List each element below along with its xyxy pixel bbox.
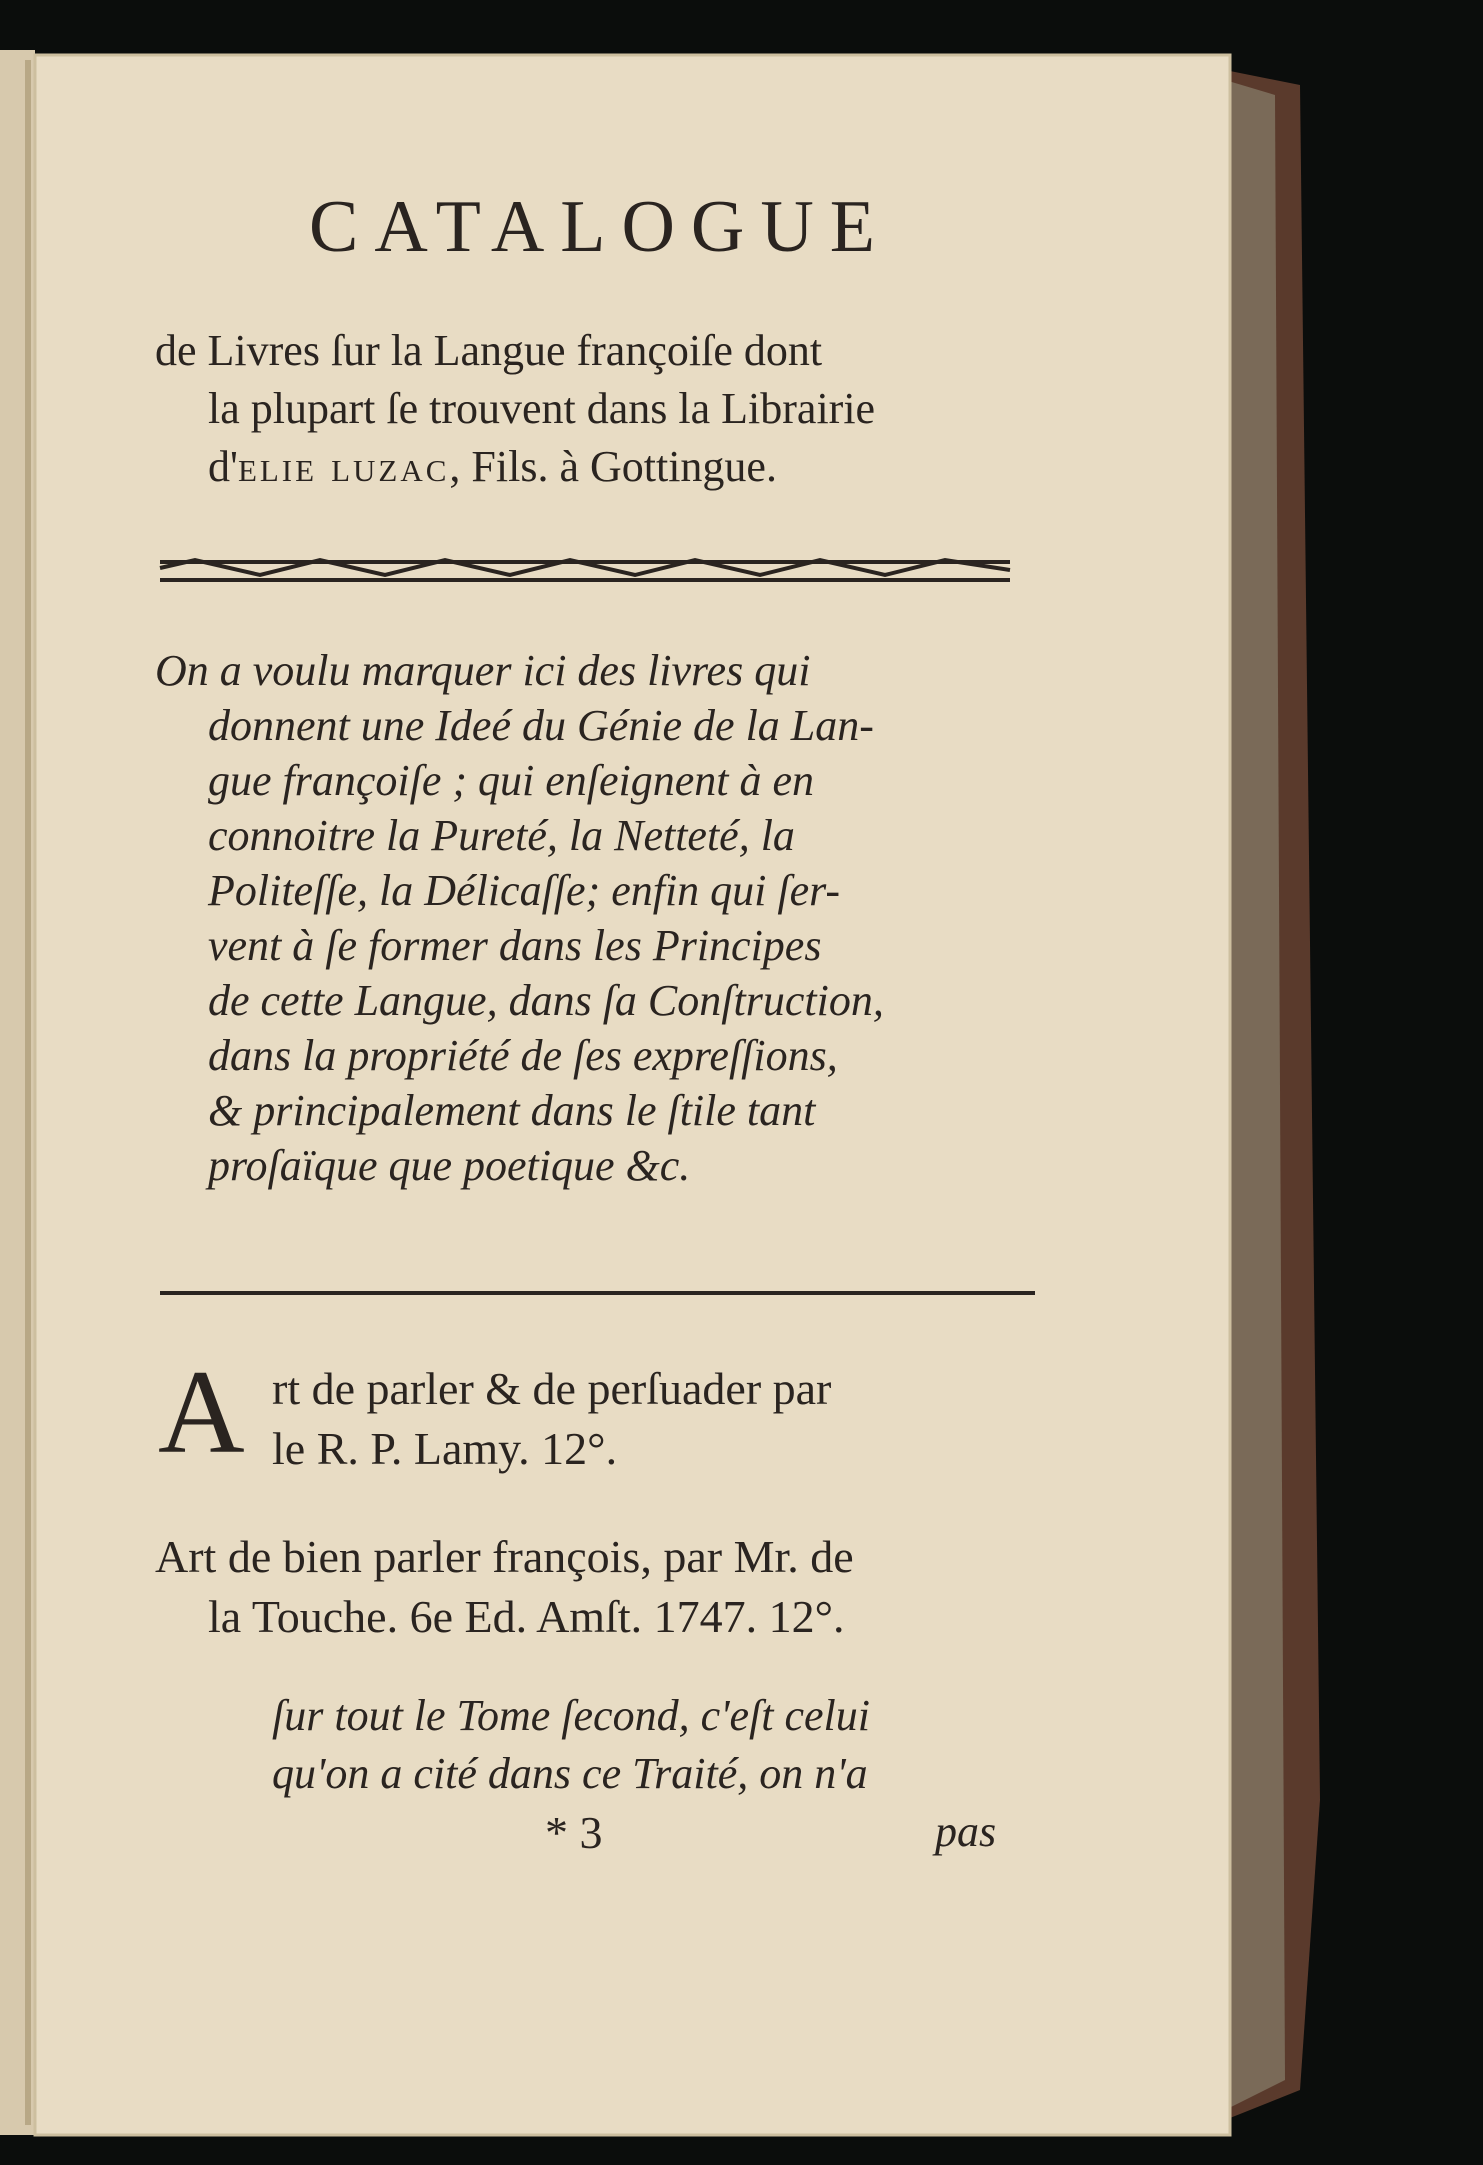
subtitle-prefix: d' xyxy=(208,442,238,491)
entry-2-line-1: Art de bien parler françois, par Mr. de xyxy=(155,1531,854,1582)
intro-line: On a voulu marquer ici des livres qui xyxy=(155,646,811,695)
intro-line: & principalement dans le ſtile tant xyxy=(208,1086,816,1135)
intro-line: vent à ſe former dans les Principes xyxy=(208,921,822,970)
subtitle-line-1: de Livres ſur la Langue françoiſe dont xyxy=(155,326,823,375)
subtitle-suffix: , Fils. à Gottingue. xyxy=(449,442,777,491)
intro-line: de cette Langue, dans ſa Conſtruction, xyxy=(208,976,884,1025)
intro-line: donnent une Ideé du Génie de la Lan- xyxy=(208,701,874,750)
entry-1-line-2: le R. P. Lamy. 12°. xyxy=(272,1423,618,1474)
subtitle-line-3 xyxy=(208,441,777,492)
intro-line: connoitre la Pureté, la Netteté, la xyxy=(208,811,795,860)
catchword: pas xyxy=(935,1807,997,1856)
intro-line: Politeſſe, la Délicaſſe; enfin qui ſer- xyxy=(208,866,841,915)
entry-2-line-2: la Touche. 6e Ed. Amſt. 1747. 12°. xyxy=(208,1591,845,1642)
catalogue-title: CATALOGUE xyxy=(308,186,892,268)
intro-line: proſaïque que poetique &c. xyxy=(208,1141,691,1190)
subtitle-line-2: la plupart ſe trouvent dans la Librairie xyxy=(208,384,876,433)
signature-mark: * 3 xyxy=(545,1807,603,1858)
intro-line: dans la propriété de ſes expreſſions, xyxy=(208,1031,838,1080)
note-line: ſur tout le Tome ſecond, c'eſt celui xyxy=(272,1691,870,1740)
entry-1-line-1: rt de parler & de perſuader par xyxy=(272,1363,832,1414)
intro-line: gue françoiſe ; qui enſeignent à en xyxy=(208,756,815,805)
note-line: qu'on a cité dans ce Traité, on n'a xyxy=(272,1749,868,1798)
drop-cap: A xyxy=(158,1345,245,1478)
bookseller-name: elie luzac xyxy=(237,442,450,491)
